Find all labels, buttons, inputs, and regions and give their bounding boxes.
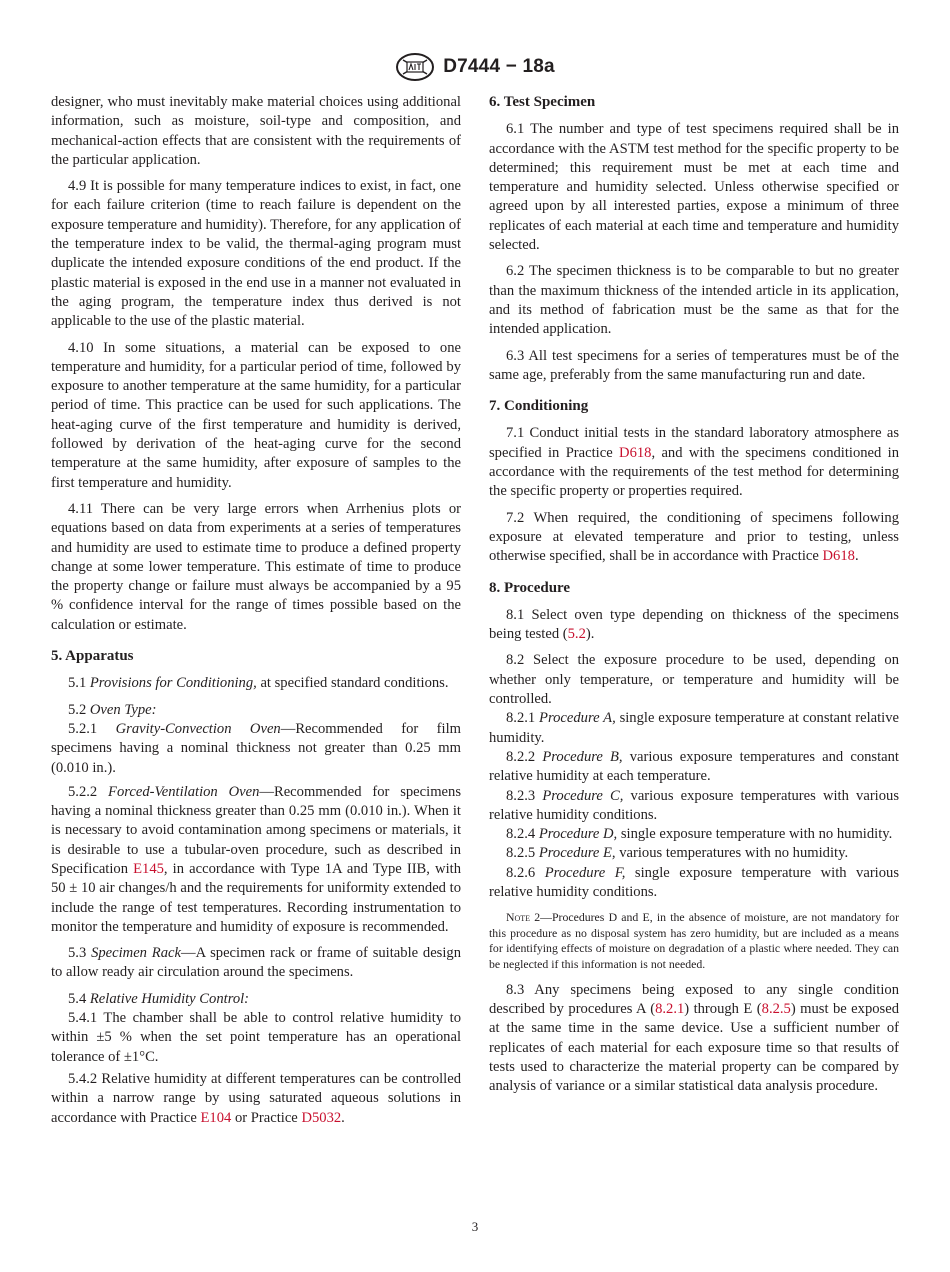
paragraph-4-9: 4.9 It is possible for many temperature indices to exist, in fact, one for each failure criterion (time to reach failure is dependent on the exposure temperature and humidity). Therefore, for any application of the temperature index to be valid, the thermal-aging program must duplicate the intended exposure conditions of the end product. If the plastic material is exposed in the end use in a manner not evaluated in the aging program, the temperature index thus derived is not applicable to the use of the plastic material. bbox=[51, 178, 461, 330]
paragraph-8-2: 8.2 Select the exposure procedure to be used, depending on whether only temperature, or temperature and humidity will be controlled. bbox=[489, 652, 899, 708]
link-8-2-1[interactable]: 8.2.1 bbox=[655, 1000, 685, 1017]
link-5-2[interactable]: 5.2 bbox=[567, 626, 586, 643]
astm-logo-icon bbox=[395, 52, 435, 82]
section-8-heading: 8. Procedure bbox=[489, 579, 571, 596]
paragraph-4-10: 4.10 In some situations, a material can be exposed to one temperature and humidity, for a particular period of time, followed by exposure to another temperature at the same humidity, for a particular period of time. This practice can be used for such applications. The heat-aging curve of the first temperature and humidity is derived, followed by derivation of the heat-aging curve for the second temperature at the same humidity, after exposure of samples to the first temperature and humidity. bbox=[51, 339, 461, 491]
section-7-heading: 7. Conditioning bbox=[489, 398, 589, 415]
paragraph-8-2-4: 8.2.4 Procedure D, single exposure temperature with no humidity. bbox=[506, 826, 893, 843]
paragraph-5-2-1: 5.2.1 Gravity-Convection Oven—Recommended for film specimens having a nominal thickness not greater than 0.25 mm (0.010 in.). bbox=[51, 720, 462, 776]
paragraph-8-2-3: 8.2.3 Procedure C, various exposure temperatures with various relative humidity conditions. bbox=[489, 787, 900, 823]
paragraph-5-4-2: 5.4.2 Relative humidity at different temperatures can be controlled within a narrow range by using saturated aqueous solutions in accordance with Practice E104 or Practice D5032. bbox=[51, 1070, 461, 1126]
left-column bbox=[51, 93, 461, 1135]
paragraph-7-1: 7.1 Conduct initial tests in the standard laboratory atmosphere as specified in Practice D618, and with the specimens conditioned in accordance with the requirements of the test method for determining the specific property or properties required. bbox=[489, 425, 899, 500]
paragraph-5-1: 5.1 Provisions for Conditioning, at specified standard conditions. bbox=[68, 675, 449, 692]
paragraph-4-11: 4.11 There can be very large errors when Arrhenius plots or equations based on data from experiments at a series of temperatures and humidity are used to estimate time to produce a defined property change at some lower temperature. This estimate of time to produce the property change or failure must always be accompanied by a 95 % confidence interval for the range of times possible based on the calculation or estimate. bbox=[51, 500, 461, 633]
paragraph-8-2-5: 8.2.5 Procedure E, various temperatures with no humidity. bbox=[506, 845, 849, 862]
link-e145[interactable]: E145 bbox=[133, 860, 164, 877]
section-5-heading: 5. Apparatus bbox=[51, 648, 134, 665]
paragraph-5-4: 5.4 Relative Humidity Control: bbox=[68, 990, 250, 1007]
paragraph-8-2-2: 8.2.2 Procedure B, various exposure temperatures and constant relative humidity at each temperature. bbox=[489, 748, 899, 785]
link-8-2-5[interactable]: 8.2.5 bbox=[761, 1000, 791, 1017]
paragraph-8-3: 8.3 Any specimens being exposed to any single condition described by procedures A (8.2.1) through E (8.2.5) must be exposed at the same time in the same device. Use a sufficient number of replicates of each material for each exposure time so that results of tests used to characterize the material property can be compared by analysis of variance or a similar statistical data analysis procedure. bbox=[489, 981, 899, 1095]
link-d618-a[interactable]: D618 bbox=[619, 444, 652, 461]
note-2: Note 2—Procedures D and E, in the absence of moisture, are not mandatory for this procedure as no disposal system has zero humidity, but are included as a means for identifying effects of moisture on degradation of a plastic where needed. They can be neglected if this information is not needed. bbox=[489, 910, 900, 972]
paragraph-6-2: 6.2 The specimen thickness is to be comparable to but no greater than the maximum thickness of the intended article in its application, and its method of fabrication must be the same as that for the intended application. bbox=[489, 263, 899, 338]
paragraph-4-8-continued: designer, who must inevitably make material choices using additional information, such as moisture, soil-type and composition, and mechanical-action effects that are consistent with the requirements of the particular application. bbox=[51, 94, 461, 168]
paragraph-8-2-6: 8.2.6 Procedure F, single exposure temperature with various relative humidity conditions. bbox=[489, 864, 900, 900]
paragraph-8-1: 8.1 Select oven type depending on thickness of the specimens being tested (5.2). bbox=[489, 606, 899, 643]
paragraph-8-2-1: 8.2.1 Procedure A, single exposure temperature at constant relative humidity. bbox=[489, 710, 899, 746]
paragraph-7-2: 7.2 When required, the conditioning of specimens following exposure at elevated temperature and prior to testing, unless otherwise specified, shall be in accordance with Practice D618. bbox=[489, 509, 899, 565]
section-6-heading: 6. Test Specimen bbox=[489, 94, 596, 110]
page-number: 3 bbox=[471, 1219, 479, 1234]
link-e104[interactable]: E104 bbox=[200, 1109, 232, 1126]
link-d5032[interactable]: D5032 bbox=[301, 1109, 342, 1126]
paragraph-6-3: 6.3 All test specimens for a series of temperatures must be of the same age, preferably from the same manufacturing run and date. bbox=[489, 347, 899, 383]
paragraph-5-4-1: 5.4.1 The chamber shall be able to control relative humidity to within ±5 % when the set point temperature has an operational tolerance of ±1°C. bbox=[51, 1010, 461, 1065]
paragraph-6-1: 6.1 The number and type of test specimens required shall be in accordance with the ASTM test method for the specific property to be determined; this requirement must be met at each time and temperature and humidity selected. Unless otherwise specified or agreed upon by all interested parties, expose a minimum of three replicates of each material at each time and temperature and humidity selected. bbox=[489, 121, 899, 254]
paragraph-5-3: 5.3 Specimen Rack—A specimen rack or frame of suitable design to allow ready air circulation around the specimens. bbox=[51, 945, 462, 981]
document-id: D7444 − 18a bbox=[443, 56, 555, 77]
page-header bbox=[0, 50, 950, 84]
paragraph-5-2: 5.2 Oven Type: bbox=[68, 701, 157, 718]
link-d618-b[interactable]: D618 bbox=[822, 548, 855, 565]
right-column bbox=[489, 93, 899, 1103]
paragraph-5-2-2: 5.2.2 Forced-Ventilation Oven—Recommended for specimens having a nominal thickness greater than 0.25 mm (0.010 in.). When it is necessary to avoid contamination among specimens or materials, it is desirable to use a tubular-oven procedure, such as described in Specification E145, in accordance with Type 1A and Type IIB, with 50 ± 10 air changes/h and the requirements for uniformity extended to include the range of test temperatures. Recording instrumentation to monitor the temperature and humidity of exposure is recommended. bbox=[51, 783, 461, 935]
